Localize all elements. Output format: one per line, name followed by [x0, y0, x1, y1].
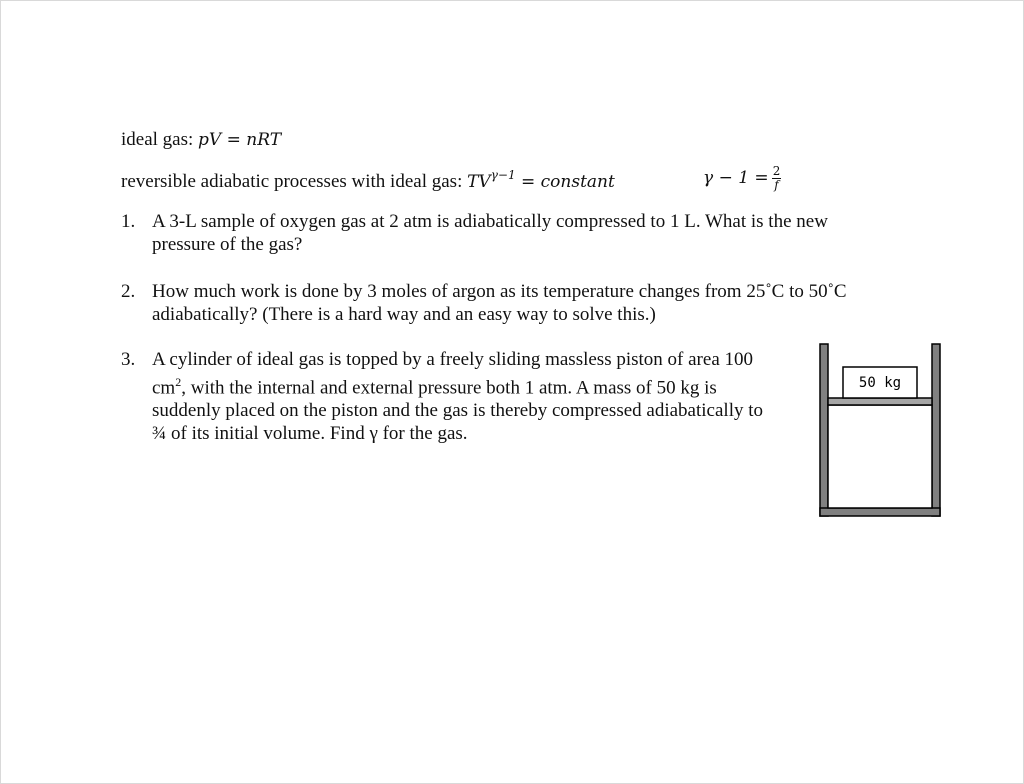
gamma-relation: γ − 1 = $\frac{2}{f}$	[703, 164, 781, 192]
ideal-gas-equation: pV = nRT	[198, 130, 282, 150]
gamma-fraction: $\frac{2}{f}$	[772, 164, 781, 192]
cylinder-left-wall	[820, 344, 828, 516]
problem-text-line: adiabatically? (There is a hard way and an easy way to solve this.)	[152, 304, 656, 325]
ideal-gas-label: ideal gas:	[121, 129, 194, 150]
problem-text-line: $cm^2$, with the internal and external pressure both 1 atm. A mass of 50 kg is	[152, 375, 717, 399]
cylinder-bottom	[820, 508, 940, 516]
adiabatic-formula	[121, 168, 615, 193]
problem-text-line: A cylinder of ideal gas is topped by a freely sliding massless piston of area 100	[152, 349, 754, 370]
mass-label: 50 kg	[858, 375, 902, 391]
problem-text-line: How much work is done by 3 moles of argon as its temperature changes from 25˚C to 50˚C	[152, 281, 847, 302]
piston	[828, 398, 932, 405]
problem-number: 2.	[121, 281, 136, 302]
ideal-gas-formula	[121, 129, 281, 151]
problem-text-line: ¾ of its initial volume. Find γ for the gas.	[152, 423, 468, 445]
problem-text-line: suddenly placed on the piston and the gas is thereby compressed adiabatically to	[152, 400, 763, 422]
piston-cylinder-diagram	[819, 343, 941, 519]
gas-region	[828, 405, 932, 508]
problem-text-line: A 3-L sample of oxygen gas at 2 atm is adiabatically compressed to 1 L. What is the new	[152, 211, 828, 232]
problem-number: 1.	[121, 211, 136, 232]
problem-number: 3.	[121, 349, 136, 370]
adiabatic-equation: $TV^{\gamma-1}$ = constant	[467, 168, 615, 192]
adiabatic-label: reversible adiabatic processes with ideal gas:	[121, 171, 463, 192]
cylinder-right-wall	[932, 344, 940, 516]
problem-text-line: pressure of the gas?	[152, 234, 303, 255]
